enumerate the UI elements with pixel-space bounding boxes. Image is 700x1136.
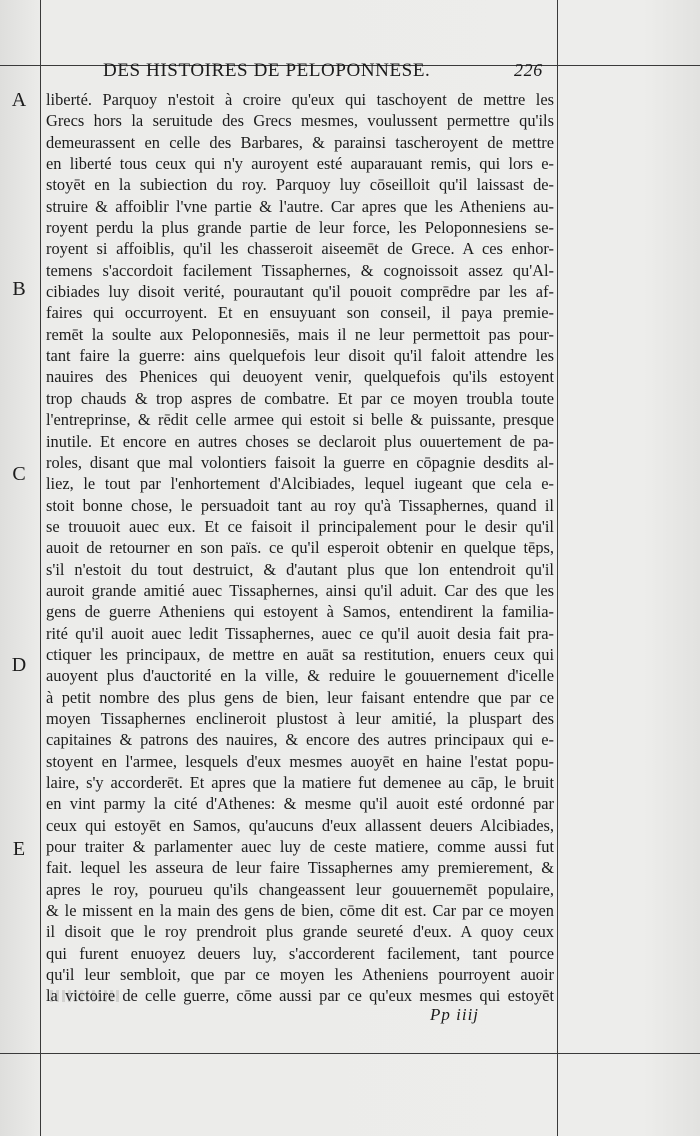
text-line: apres le roy, pourueu qu'ils changeassent leur gouuernemēt populaire, xyxy=(46,879,554,899)
text-line: qui furent enuoyez deuers luy, s'accorderent facilement, tant pource xyxy=(46,943,554,963)
text-line: rité qu'il auoit auec ledit Tissaphernes, auec ce qu'il auoit desia fait pra- xyxy=(46,623,554,643)
text-line: remēt la soulte aux Peloponnesiēs, mais il ne leur permettoit pas pour- xyxy=(46,324,554,344)
text-line: royent si affoiblis, qu'il les chasseroit aiseemēt de Grece. A ces enhor- xyxy=(46,239,554,259)
right-frame-rule xyxy=(557,0,558,1136)
text-line: stoyent en l'armee, lesquels d'eux mesmes auoyēt en haine l'estat popu- xyxy=(46,751,554,771)
text-line: auoit de retourner en son païs. ce qu'il esperoit obtenir en quelque tēps, xyxy=(46,538,554,558)
text-line: à petit nombre des plus gens de bien, leur faisant entendre que par ce xyxy=(46,687,554,707)
margin-letter-e: E xyxy=(12,838,26,860)
text-line: stoit bonne chose, le persuadoit tant au roy qu'à Tissaphernes, quand il xyxy=(46,495,554,515)
margin-letter-b: B xyxy=(12,278,26,300)
signature-mark: Pp iiij xyxy=(430,1005,480,1024)
text-line: moyen Tissaphernes enclineroit plustost à leur amitié, la pluspart des xyxy=(46,708,554,728)
text-line: & le missent en la main des gens de bien, cōme dit est. Car par ce moyen xyxy=(46,901,554,921)
margin-letter-d: D xyxy=(11,654,27,676)
text-line: capitaines & patrons des nauires, & encore des autres principaux qui e- xyxy=(46,730,554,750)
text-line: faires qui occurroyent. Et en ensuyuant son conseil, il paya premie- xyxy=(46,303,554,323)
text-line: royent perdu la plus grande partie de leur force, les Peloponnesiens se- xyxy=(46,218,554,238)
text-line: stoyēt en la subiection du roy. Parquoy luy cōseilloit qu'il laissast de- xyxy=(46,175,554,195)
text-line: laire, s'y accorderēt. Et apres que la matiere fut demenee au cāp, le bruit xyxy=(46,773,554,792)
text-line: il disoit que le roy prendroit plus grande seureté d'eux. A quoy ceux xyxy=(46,922,554,942)
text-line: struire & affoiblir l'vne partie & l'autre. Car apres que les Atheniens au- xyxy=(46,196,554,216)
running-title: DES HISTOIRES DE PELOPONNESE. xyxy=(103,60,431,81)
page-number: 226 xyxy=(514,60,543,80)
text-line: Grecs hors la seruitude des Grecs mesmes, voulussent permettre qu'ils xyxy=(46,111,554,131)
text-line: en liberté tous ceux qui n'y auroyent esté auparauant remis, qui lors e- xyxy=(46,154,554,174)
text-line: ctiquer les principaux, de mettre en auāt sa restitution, enuers ceux qui xyxy=(46,644,554,664)
body-text xyxy=(46,89,554,1007)
text-line: en vint parmy la cité d'Athenes: & mesme qu'il auoit esté ordonné par xyxy=(46,794,554,814)
text-line: l'entreprinse, & rēdit celle armee qui estoit si belle & puissante, presque xyxy=(46,410,554,430)
text-line: trop chauds & trop aspres de combatre. Et par ce moyen troubla toute xyxy=(46,388,554,408)
text-line: cibiades luy disoit verité, pourautant qu'il pouoit comprēdre par les af- xyxy=(46,282,554,302)
running-header xyxy=(103,60,555,84)
text-line: roles, disant que mal volontiers faisoit la guerre en cōpagnie desdits al- xyxy=(46,452,554,472)
margin-letter-a: A xyxy=(11,89,27,111)
text-line: temens s'accordoit facilement Tissaphernes, & cognoissoit assez qu'Al- xyxy=(46,260,554,280)
left-frame-rule xyxy=(40,0,41,1136)
faded-library-stamp xyxy=(50,990,120,1002)
text-line: nauires des Phenices qui deuoyent venir, quelquefois qu'ils estoyent xyxy=(46,367,554,387)
text-line: liberté. Parquoy n'estoit à croire qu'eux qui taschoyent de mettre les xyxy=(46,90,554,109)
text-line: liez, le tout par l'enhortement d'Alcibiades, lequel iugeant que cela e- xyxy=(46,474,554,494)
text-line: inutile. Et encore en autres choses se declaroit plus ouuertement de pa- xyxy=(46,431,554,451)
text-line: se trouuoit auec eux. Et ce faisoit il principalement pour le desir qu'il xyxy=(46,516,554,536)
text-line: ceux qui estoyēt en Samos, qu'aucuns d'eux allassent deuers Alcibiades, xyxy=(46,815,554,835)
bottom-frame-rule xyxy=(0,1053,700,1054)
text-line: gens de guerre Atheniens qui estoyent à Samos, entendirent la familia- xyxy=(46,602,554,622)
text-line: tant faire la guerre: ains quelquefois leur disoit qu'il faloit attendre les xyxy=(46,346,554,366)
text-line: pour traiter & parlamenter auec luy de ceste matiere, comme aussi fut xyxy=(46,837,554,857)
text-line: demeurassent en celle des Barbares, & parainsi tascheroyent de mettre xyxy=(46,132,554,152)
text-line: auoyent plus d'auctorité en la ville, & reduire le gouuernement d'icelle xyxy=(46,666,554,686)
text-line: auroit grande amitié auec Tissaphernes, ainsi qu'il aduit. Car des que les xyxy=(46,580,554,600)
margin-letter-c: C xyxy=(12,463,26,485)
text-line: qu'il leur sembloit, que par ce moyen les Atheniens pourroyent auoir xyxy=(46,965,554,985)
text-line: s'il n'estoit du tout destruict, & d'autant plus que lon entendroit qu'il xyxy=(46,559,554,579)
text-line: fait. lequel les asseura de leur faire Tissaphernes amy premierement, & xyxy=(46,858,554,878)
text-line: la victoire de celle guerre, cōme aussi par ce qu'eux mesmes qui estoyēt xyxy=(46,986,554,1006)
